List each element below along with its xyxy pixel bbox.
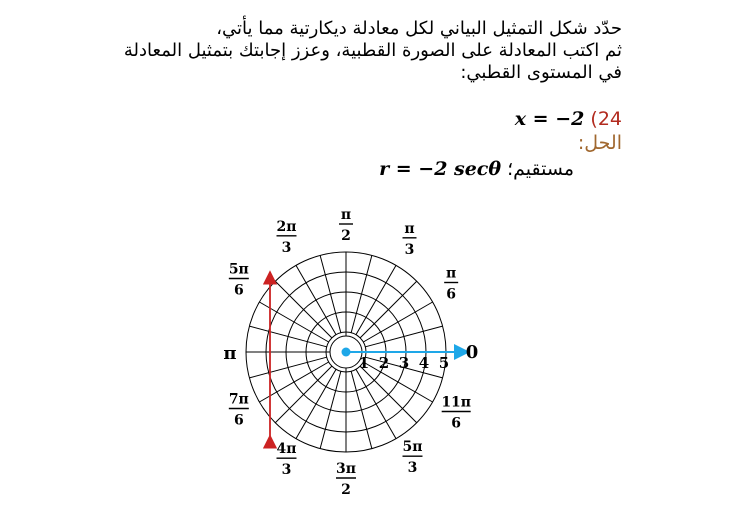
angle-label-5pi-6 xyxy=(229,262,249,299)
radial-tick-label: 3 xyxy=(398,354,410,372)
grid-spoke xyxy=(356,369,396,438)
angle-label-pi-2 xyxy=(339,207,353,244)
angle-label-11pi-6 xyxy=(441,395,471,432)
angle-label-5pi-3 xyxy=(403,439,423,476)
grid-spoke xyxy=(365,326,442,347)
grid-spoke xyxy=(320,371,341,448)
grid-spoke xyxy=(275,281,332,338)
problem-number: 24) xyxy=(590,108,622,130)
angle-label-7pi-6-denominator: 6 xyxy=(233,412,244,429)
angle-label-2pi-3-denominator: 3 xyxy=(281,239,292,256)
radial-tick-label: 2 xyxy=(378,354,390,372)
grid-spoke xyxy=(351,371,372,448)
grid-spoke xyxy=(296,265,336,334)
angle-label-7pi-6-numerator: 7π xyxy=(228,391,249,408)
instruction-line-3: في المستوى القطبي: xyxy=(460,62,622,83)
grid-spoke xyxy=(249,326,326,347)
pole-point xyxy=(342,348,351,357)
angle-label-5pi-3-numerator: 5π xyxy=(402,439,423,456)
angle-label-pi-2-denominator: 2 xyxy=(341,228,351,244)
radial-tick-labels xyxy=(359,354,449,372)
problem-equation: x = −2 xyxy=(514,108,585,130)
angle-label-2pi-3 xyxy=(277,219,297,256)
grid-spoke xyxy=(296,369,336,438)
grid-spoke xyxy=(320,255,341,332)
angle-label-5pi-6-numerator: 5π xyxy=(228,261,249,278)
angle-label-pi-6-numerator: π xyxy=(446,265,457,282)
angle-label-11pi-6-denominator: 6 xyxy=(451,415,462,432)
angle-label-pi-3-numerator: π xyxy=(404,220,415,237)
angle-label-pi-2-numerator: π xyxy=(340,207,352,223)
grid-spoke xyxy=(249,357,326,378)
instruction-line-2: ثم اكتب المعادلة على الصورة القطبية، وعزز إجابتك بتمثيل المعادلة xyxy=(123,40,622,61)
angle-label-3pi-2 xyxy=(336,461,356,498)
instruction-line-1: حدّد شكل التمثيل البياني لكل معادلة ديكارتية مما يأتي، xyxy=(216,18,622,39)
angle-label-pi-3 xyxy=(403,221,417,258)
answer-word: مستقيم؛ xyxy=(507,158,574,180)
grid-spoke xyxy=(275,366,332,423)
grid-spoke xyxy=(360,281,417,338)
angle-label-pi-6-denominator: 6 xyxy=(446,286,457,303)
angle-label-0: 0 xyxy=(465,342,479,363)
angle-label-4pi-3-denominator: 3 xyxy=(281,462,292,479)
grid-spoke xyxy=(360,366,417,423)
angle-label-4pi-3 xyxy=(277,441,297,478)
angle-label-7pi-6 xyxy=(229,392,249,429)
radial-tick-label: 5 xyxy=(438,354,450,372)
answer-equation: r = −2 secθ xyxy=(379,158,502,180)
angle-label-pi: π xyxy=(223,343,237,364)
solution-label: الحل: xyxy=(577,132,622,154)
angle-label-5pi-6-denominator: 6 xyxy=(233,282,244,299)
radial-tick-label: 1 xyxy=(358,354,370,372)
grid-spoke xyxy=(351,255,372,332)
grid-spoke xyxy=(356,265,396,334)
radial-tick-label: 4 xyxy=(418,354,430,372)
angle-label-3pi-2-numerator: 3π xyxy=(336,461,356,477)
angle-label-pi-3-denominator: 3 xyxy=(404,241,415,258)
angle-label-pi-6 xyxy=(444,266,458,303)
angle-label-11pi-6-numerator: 11π xyxy=(441,394,472,411)
angle-label-2pi-3-numerator: 2π xyxy=(276,218,297,235)
grid-spoke xyxy=(363,302,432,342)
angle-label-3pi-2-denominator: 2 xyxy=(341,482,351,498)
angle-label-5pi-3-denominator: 3 xyxy=(407,460,418,477)
angle-label-4pi-3-numerator: 4π xyxy=(276,441,297,458)
